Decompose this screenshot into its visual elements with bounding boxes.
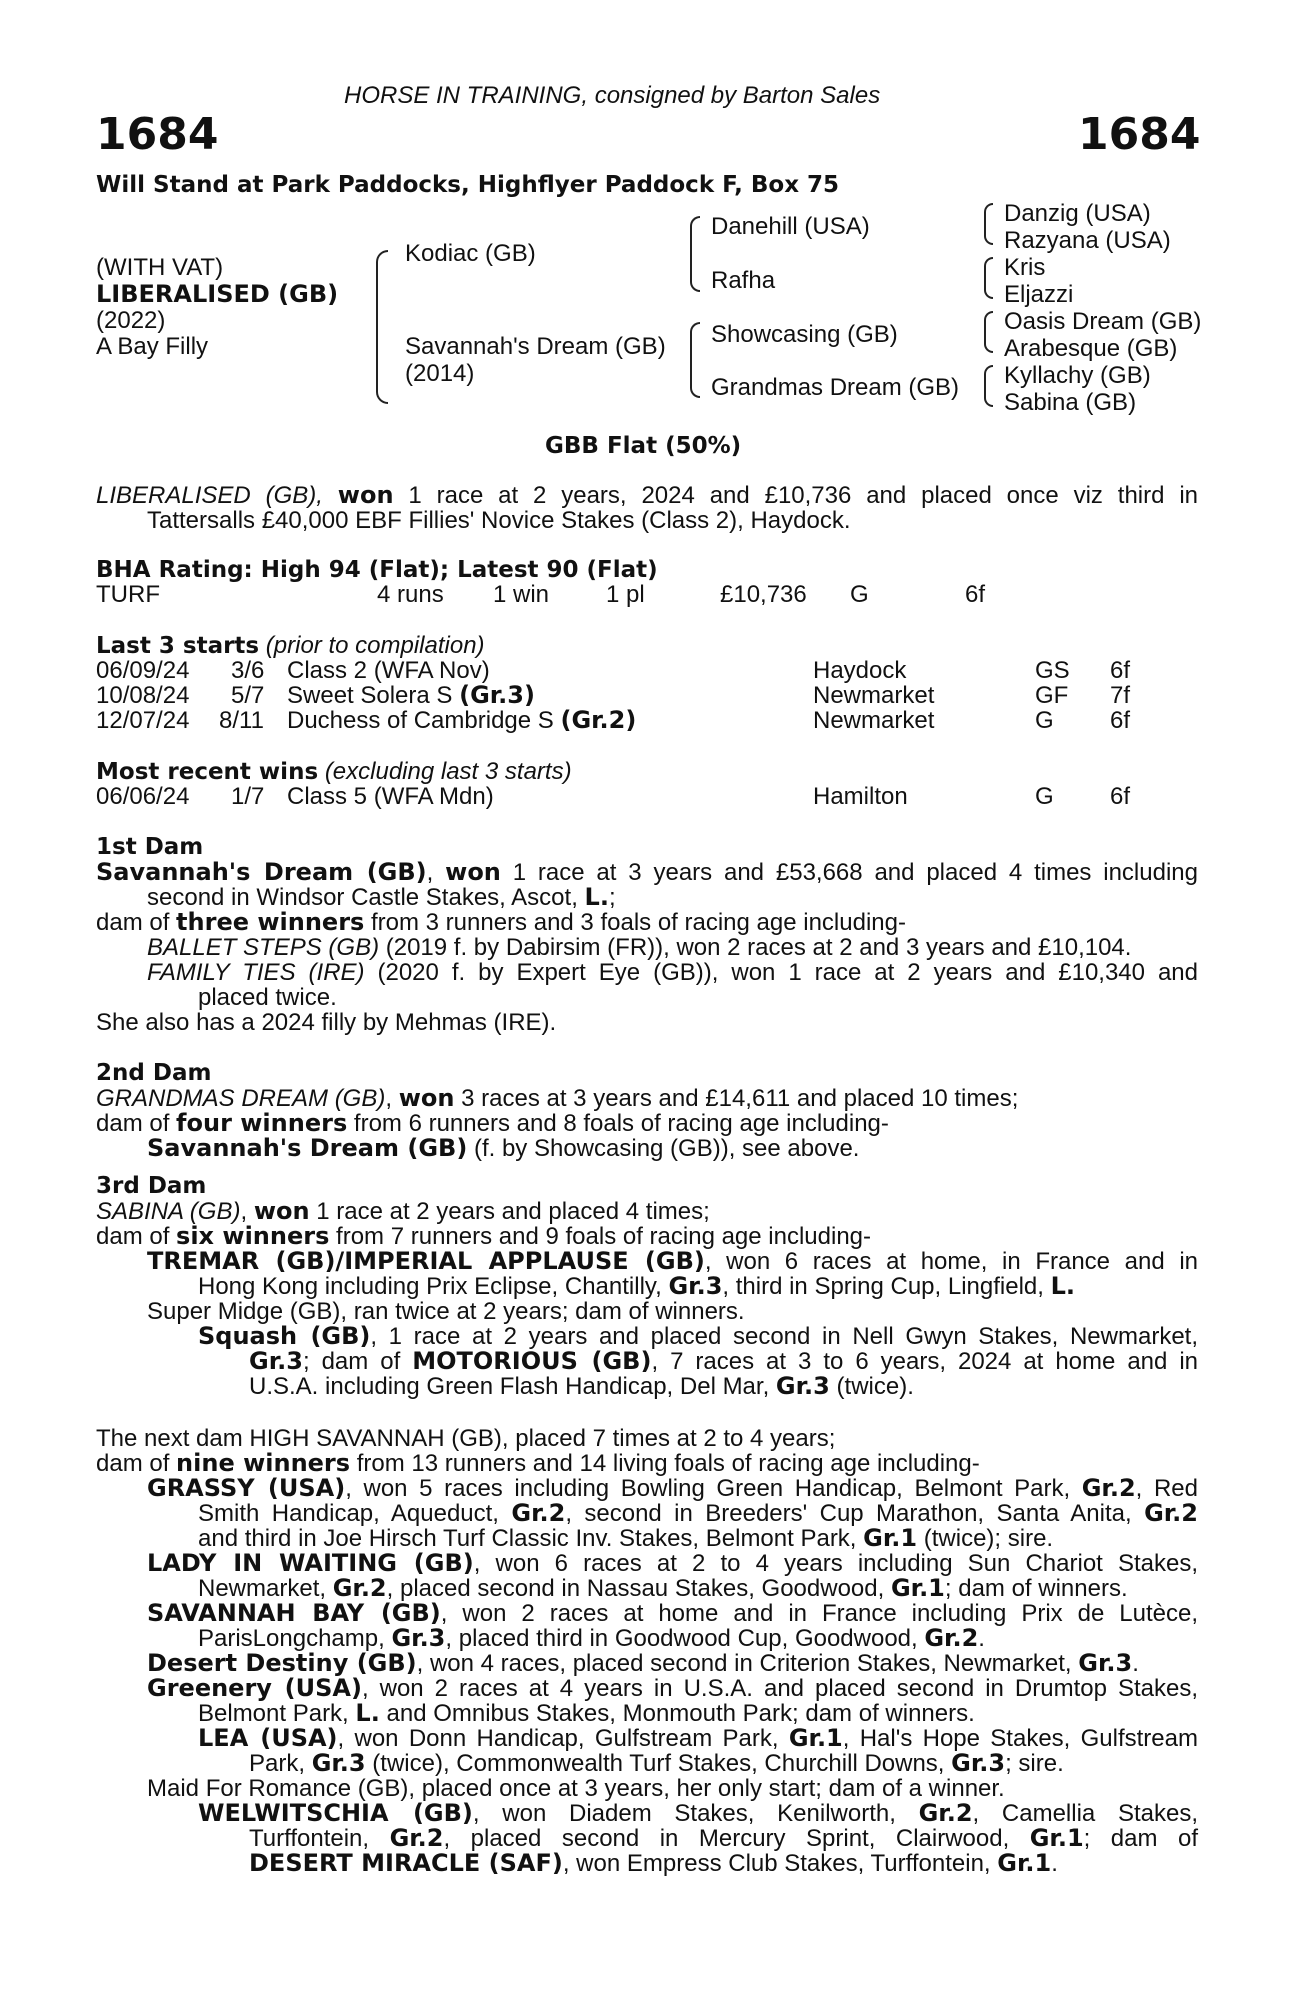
sb-grade-1: Gr.3 bbox=[391, 1624, 446, 1652]
sire-name: Kodiac (GB) bbox=[405, 240, 536, 267]
recent-wins-heading bbox=[96, 759, 572, 785]
last-starts-note: (prior to compilation) bbox=[265, 632, 485, 659]
greenery-text-2: Belmont Park, bbox=[198, 1700, 356, 1727]
start-course: Newmarket bbox=[813, 682, 935, 709]
start-date: 06/09/24 bbox=[96, 657, 190, 684]
granddam-4: Sabina (GB) bbox=[1004, 389, 1137, 416]
lea-grade-3: Gr.3 bbox=[951, 1749, 1006, 1777]
lady-text-2: Newmarket, bbox=[198, 1575, 333, 1602]
greenery-listed: L. bbox=[355, 1699, 380, 1727]
lady-text-1: , won 6 races at 2 to 4 years including Sun Chariot Stakes, bbox=[473, 1550, 1198, 1577]
lady-grade-1: Gr.2 bbox=[332, 1574, 387, 1602]
lea-text-1: , won Donn Handicap, Gulfstream Park, bbox=[337, 1725, 789, 1752]
horse-description: A Bay Filly bbox=[96, 333, 209, 360]
wel-text-6: , won Empress Club Stakes, Turffontein, bbox=[562, 1850, 998, 1877]
first-dam-text-2: second in Windsor Castle Stakes, Ascot, bbox=[147, 884, 585, 911]
third-dam-produce-c: from 7 runners and 9 foals of racing age including- bbox=[329, 1223, 872, 1250]
next-dam-section bbox=[96, 1426, 1198, 1876]
wel-grade-2: Gr.2 bbox=[389, 1824, 444, 1852]
start-race bbox=[287, 683, 535, 708]
start-position: 5/7 bbox=[231, 682, 265, 709]
third-dam-produce-a: dam of bbox=[96, 1223, 177, 1250]
win-race: Class 5 (WFA Mdn) bbox=[287, 783, 494, 810]
start-distance: 7f bbox=[1110, 682, 1131, 709]
tremar-name: TREMAR (GB)/IMPERIAL APPLAUSE (GB) bbox=[147, 1247, 705, 1275]
lea-grade-2: Gr.3 bbox=[311, 1749, 366, 1777]
third-dam-text-1: 1 race at 2 years and placed 4 times; bbox=[309, 1198, 710, 1225]
third-dam-won: won bbox=[253, 1197, 310, 1225]
lea-text-2: , Hal's Hope Stakes, Gulfstream bbox=[842, 1725, 1198, 1752]
lady-grade-2: Gr.1 bbox=[890, 1574, 945, 1602]
motorious-grade: Gr.3 bbox=[775, 1372, 830, 1400]
second-dam-won: won bbox=[398, 1084, 455, 1112]
second-dam-produce-c: from 6 runners and 8 foals of racing age including- bbox=[347, 1110, 889, 1137]
dam-year: (2014) bbox=[405, 360, 475, 387]
second-dam-produce-name: Savannah's Dream (GB) bbox=[147, 1134, 468, 1162]
next-dam-winners: nine winners bbox=[176, 1449, 351, 1477]
grassy-name: GRASSY (USA) bbox=[147, 1474, 346, 1502]
start-race-name: Duchess of Cambridge S bbox=[287, 707, 561, 734]
dam-name: Savannah's Dream (GB) bbox=[405, 333, 666, 360]
horse-name: LIBERALISED (GB) bbox=[96, 280, 339, 308]
grassy-text-6: (twice); sire. bbox=[917, 1525, 1054, 1552]
last-starts-heading bbox=[96, 633, 485, 659]
first-dam-name: Savannah's Dream (GB) bbox=[96, 858, 427, 886]
grandsire-1: Danzig (USA) bbox=[1004, 200, 1151, 227]
dd-text-2: . bbox=[1132, 1650, 1139, 1677]
summary-text-2: Tattersalls £40,000 EBF Fillies' Novice Stakes (Class 2), Haydock. bbox=[147, 507, 851, 534]
summary-text-1: 1 race at 2 years, 2024 and £10,736 and placed once viz third in bbox=[393, 482, 1198, 509]
brace-parents bbox=[376, 250, 388, 404]
wel-text-2: , Camellia Stakes, bbox=[972, 1800, 1199, 1827]
summary-comma: , bbox=[316, 482, 323, 509]
start-going: G bbox=[1035, 707, 1054, 734]
desert-miracle-name: DESERT MIRACLE (SAF) bbox=[249, 1849, 563, 1877]
family-ties-name: FAMILY TIES (IRE) bbox=[147, 959, 365, 986]
summary-won: won bbox=[337, 481, 394, 509]
grassy-text-2: , Red bbox=[1135, 1475, 1198, 1502]
super-midge: Super Midge (GB), ran twice at 2 years; dam of winners. bbox=[147, 1298, 745, 1325]
start-position: 3/6 bbox=[231, 657, 265, 684]
grassy-grade-2: Gr.2 bbox=[511, 1499, 566, 1527]
third-dam-section: 3rd Dam SABINA (GB), won 1 race at 2 years and placed 4 times; dam of six winners from 7 runners and 9 foals of racing age including- TREMAR (GB)/IMPERIAL APPLAUSE (GB), won 6 races at home, in France and in Hong Kong including Prix Eclipse, Chantilly, Gr.3, third in Spring Cup, Lingfield, L. Super Midge (GB), ran twice at 2 years; dam of winners. Squash (GB), 1 race at 2 years and placed second in Nell Gwyn Stakes, Newmarket, Gr.3; dam of MOTORIOUS (GB), 7 races at 3 to 6 years, 2024 at home and in U.S.A. including Green Flash Handicap, Del Mar, Gr.3 (twice). bbox=[96, 1173, 1199, 1400]
first-dam-title: 1st Dam bbox=[96, 834, 204, 860]
second-dam-title: 2nd Dam bbox=[96, 1060, 212, 1086]
start-race-grade: (Gr.3) bbox=[459, 681, 535, 709]
motorious-name: MOTORIOUS (GB) bbox=[412, 1347, 652, 1375]
grassy-grade-1: Gr.2 bbox=[1081, 1474, 1136, 1502]
lea-text-5: ; sire. bbox=[1005, 1750, 1064, 1777]
win-position: 1/7 bbox=[231, 783, 265, 810]
lot-number-right: 1684 bbox=[1078, 109, 1201, 160]
lady-in-waiting-name: LADY IN WAITING (GB) bbox=[147, 1549, 474, 1577]
grassy-text-4: , second in Breeders' Cup Marathon, Santa Anita, bbox=[565, 1500, 1145, 1527]
wel-text-1: , won Diadem Stakes, Kenilworth, bbox=[472, 1800, 919, 1827]
wel-text-3: Turffontein, bbox=[249, 1825, 390, 1852]
squash-grade: Gr.3 bbox=[249, 1347, 303, 1375]
first-dam-produce-a: dam of bbox=[96, 909, 177, 936]
lea-grade-1: Gr.1 bbox=[788, 1724, 843, 1752]
win-date: 06/06/24 bbox=[96, 783, 190, 810]
sb-text-4: . bbox=[978, 1625, 985, 1652]
first-dam-produce-c: from 3 runners and 3 foals of racing age including- bbox=[364, 909, 906, 936]
greenery-text-3: and Omnibus Stakes, Monmouth Park; dam of winners. bbox=[379, 1700, 975, 1727]
win-course: Hamilton bbox=[813, 783, 908, 810]
brace-g4 bbox=[984, 365, 993, 407]
third-dam-winners: six winners bbox=[176, 1222, 330, 1250]
first-dam-text-3: ; bbox=[608, 884, 616, 911]
brace-dam-parents bbox=[690, 322, 700, 398]
sb-grade-2: Gr.2 bbox=[924, 1624, 979, 1652]
start-going: GF bbox=[1035, 682, 1069, 709]
granddam-3: Arabesque (GB) bbox=[1004, 335, 1178, 362]
first-dam-winners: three winners bbox=[176, 908, 365, 936]
grandsire-2: Kris bbox=[1004, 254, 1046, 281]
squash-text-4: U.S.A. including Green Flash Handicap, Del Mar, bbox=[249, 1373, 776, 1400]
squash-name: Squash (GB) bbox=[198, 1322, 371, 1350]
start-race bbox=[287, 708, 636, 733]
grassy-text-3: Smith Handicap, Aqueduct, bbox=[198, 1500, 512, 1527]
horse-year: (2022) bbox=[96, 307, 166, 334]
last-starts-title: Last 3 starts bbox=[96, 633, 260, 659]
second-dam-text-1: 3 races at 3 years and £14,611 and placed 10 times; bbox=[454, 1085, 1019, 1112]
tremar-text-1: , won 6 races at home, in France and in bbox=[704, 1248, 1198, 1275]
grandsire-3: Oasis Dream (GB) bbox=[1004, 308, 1202, 335]
savannah-bay-name: SAVANNAH BAY (GB) bbox=[147, 1599, 441, 1627]
bonus-scheme: GBB Flat (50%) bbox=[545, 433, 742, 459]
ballet-steps-name: BALLET STEPS (GB) bbox=[147, 934, 380, 961]
grassy-text-1: , won 5 races including Bowling Green Handicap, Belmont Park, bbox=[345, 1475, 1082, 1502]
ballet-steps-text: (2019 f. by Dabirsim (FR)), won 2 races at 2 and 3 years and £10,104. bbox=[379, 934, 1132, 961]
second-dam-section: 2nd Dam GRANDMAS DREAM (GB), won 3 races at 3 years and £14,611 and placed 10 times; dam of four winners from 6 runners and 8 foals of racing age including- Savannah's Dream (GB) (f. by Showcasing (GB)), see above. bbox=[96, 1061, 1198, 1161]
squash-text-5: (twice). bbox=[829, 1373, 914, 1400]
family-ties-text-2: placed twice. bbox=[198, 984, 337, 1011]
squash-text-2: ; dam of bbox=[302, 1348, 413, 1375]
first-dam-won: won bbox=[445, 858, 501, 886]
lea-text-3: Park, bbox=[249, 1750, 312, 1777]
tremar-text-2: Hong Kong including Prix Eclipse, Chantilly, bbox=[198, 1273, 669, 1300]
recent-wins-title: Most recent wins bbox=[96, 759, 319, 785]
lady-text-3: , placed second in Nassau Stakes, Goodwood, bbox=[386, 1575, 891, 1602]
sb-text-3: , placed third in Goodwood Cup, Goodwood, bbox=[445, 1625, 925, 1652]
squash-text-3: , 7 races at 3 to 6 years, 2024 at home and in bbox=[651, 1348, 1199, 1375]
grandsire-4: Kyllachy (GB) bbox=[1004, 362, 1151, 389]
lady-text-4: ; dam of winners. bbox=[944, 1575, 1128, 1602]
rating-wins: 1 win bbox=[493, 581, 550, 608]
second-dam-winners: four winners bbox=[176, 1109, 348, 1137]
rating-placed: 1 pl bbox=[606, 581, 645, 608]
first-dam-listed: L. bbox=[584, 883, 609, 911]
sire-dam: Rafha bbox=[711, 267, 776, 294]
third-dam-title: 3rd Dam bbox=[96, 1173, 207, 1199]
grassy-grade-4: Gr.1 bbox=[863, 1524, 918, 1552]
first-dam-section: 1st Dam Savannah's Dream (GB), won 1 race at 3 years and £53,668 and placed 4 times including second in Windsor Castle Stakes, Ascot, L.; dam of three winners from 3 runners and 3 foals of racing age including- BALLET STEPS (GB) (2019 f. by Dabirsim (FR)), won 2 races at 2 and 3 years and £10,104. FAMILY TIES (IRE) (2020 f. by Expert Eye (GB)), won 1 race at 2 years and £10,340 and placed twice. She also has a 2024 filly by Mehmas (IRE). bbox=[96, 834, 1199, 1036]
next-dam-produce-a: dam of bbox=[96, 1450, 177, 1477]
rating-distance: 6f bbox=[965, 581, 986, 608]
wel-text-7: . bbox=[1051, 1850, 1058, 1877]
start-course: Haydock bbox=[813, 657, 907, 684]
tremar-text-3: , third in Spring Cup, Lingfield, bbox=[722, 1273, 1051, 1300]
next-dam-intro: The next dam HIGH SAVANNAH (GB), placed 7 times at 2 to 4 years; bbox=[96, 1425, 836, 1452]
summary-horse-name: LIBERALISED (GB) bbox=[96, 482, 317, 509]
second-dam-produce-a: dam of bbox=[96, 1110, 177, 1137]
granddam-1: Razyana (USA) bbox=[1004, 227, 1171, 254]
dd-grade: Gr.3 bbox=[1078, 1649, 1133, 1677]
greenery-text-1: , won 2 races at 4 years in U.S.A. and placed second in Drumtop Stakes, bbox=[361, 1675, 1198, 1702]
start-distance: 6f bbox=[1110, 707, 1131, 734]
next-dam-produce-c: from 13 runners and 14 living foals of racing age including- bbox=[350, 1450, 980, 1477]
brace-sire-parents bbox=[690, 216, 700, 292]
lot-number-left: 1684 bbox=[96, 109, 219, 160]
dam-dam: Grandmas Dream (GB) bbox=[711, 374, 960, 401]
rating-runs: 4 runs bbox=[377, 581, 444, 608]
lea-text-4: (twice), Commonwealth Turf Stakes, Churchill Downs, bbox=[365, 1750, 952, 1777]
start-date: 10/08/24 bbox=[96, 682, 190, 709]
tremar-grade: Gr.3 bbox=[668, 1272, 723, 1300]
bha-rating-title: BHA Rating: High 94 (Flat); Latest 90 (Flat) bbox=[96, 557, 658, 583]
vat-note: (WITH VAT) bbox=[96, 254, 224, 281]
dd-text-1: , won 4 races, placed second in Criterion Stakes, Newmarket, bbox=[416, 1650, 1079, 1677]
granddam-2: Eljazzi bbox=[1004, 281, 1074, 308]
brace-g1 bbox=[984, 203, 993, 245]
tremar-listed: L. bbox=[1050, 1272, 1076, 1300]
start-race: Class 2 (WFA Nov) bbox=[287, 657, 490, 684]
wel-grade-4: Gr.1 bbox=[997, 1849, 1052, 1877]
second-dam-produce-text: (f. by Showcasing (GB)), see above. bbox=[467, 1135, 860, 1162]
win-distance: 6f bbox=[1110, 783, 1131, 810]
first-dam-text-1: 1 race at 3 years and £53,668 and placed 4 times including bbox=[500, 859, 1198, 886]
maid-for-romance: Maid For Romance (GB), placed once at 3 years, her only start; dam of a winner. bbox=[147, 1775, 1005, 1802]
start-distance: 6f bbox=[1110, 657, 1131, 684]
sb-text-2: ParisLongchamp, bbox=[198, 1625, 392, 1652]
third-dam-name: SABINA (GB) bbox=[96, 1198, 241, 1225]
sb-text-1: , won 2 races at home and in France including Prix de Lutèce, bbox=[440, 1600, 1199, 1627]
wel-text-5: ; dam of bbox=[1083, 1825, 1198, 1852]
start-position: 8/11 bbox=[219, 707, 264, 734]
brace-g2 bbox=[984, 257, 993, 299]
second-dam-name: GRANDMAS DREAM (GB) bbox=[96, 1085, 386, 1112]
squash-text-1: , 1 race at 2 years and placed second in Nell Gwyn Stakes, Newmarket, bbox=[370, 1323, 1198, 1350]
lea-name: LEA (USA) bbox=[198, 1724, 338, 1752]
wel-text-4: , placed second in Mercury Sprint, Clairwood, bbox=[443, 1825, 1030, 1852]
family-ties-text: (2020 f. by Expert Eye (GB)), won 1 race at 2 years and £10,340 and bbox=[364, 959, 1199, 986]
win-going: G bbox=[1035, 783, 1054, 810]
welwitschia-name: WELWITSCHIA (GB) bbox=[198, 1799, 473, 1827]
recent-wins-note: (excluding last 3 starts) bbox=[324, 758, 572, 785]
race-summary bbox=[96, 483, 1198, 533]
stand-location: Will Stand at Park Paddocks, Highflyer Paddock F, Box 75 bbox=[96, 172, 840, 198]
desert-destiny-name: Desert Destiny (GB) bbox=[147, 1649, 417, 1677]
first-dam-also: She also has a 2024 filly by Mehmas (IRE). bbox=[96, 1009, 557, 1036]
brace-g3 bbox=[984, 311, 993, 353]
start-going: GS bbox=[1035, 657, 1070, 684]
sire-sire: Danehill (USA) bbox=[711, 213, 870, 240]
start-course: Newmarket bbox=[813, 707, 935, 734]
start-date: 12/07/24 bbox=[96, 707, 190, 734]
rating-going: G bbox=[850, 581, 869, 608]
rating-prize: £10,736 bbox=[720, 581, 807, 608]
grassy-text-5: and third in Joe Hirsch Turf Classic Inv. Stakes, Belmont Park, bbox=[198, 1525, 864, 1552]
grassy-grade-3: Gr.2 bbox=[1144, 1499, 1198, 1527]
dam-sire: Showcasing (GB) bbox=[711, 321, 898, 348]
start-race-name: Sweet Solera S bbox=[287, 682, 460, 709]
consignment-subtitle: HORSE IN TRAINING, consigned by Barton Sales bbox=[344, 82, 881, 109]
rating-surface: TURF bbox=[96, 581, 160, 608]
greenery-name: Greenery (USA) bbox=[147, 1674, 362, 1702]
start-race-grade: (Gr.2) bbox=[560, 706, 637, 734]
wel-grade-1: Gr.2 bbox=[918, 1799, 973, 1827]
wel-grade-3: Gr.1 bbox=[1029, 1824, 1084, 1852]
